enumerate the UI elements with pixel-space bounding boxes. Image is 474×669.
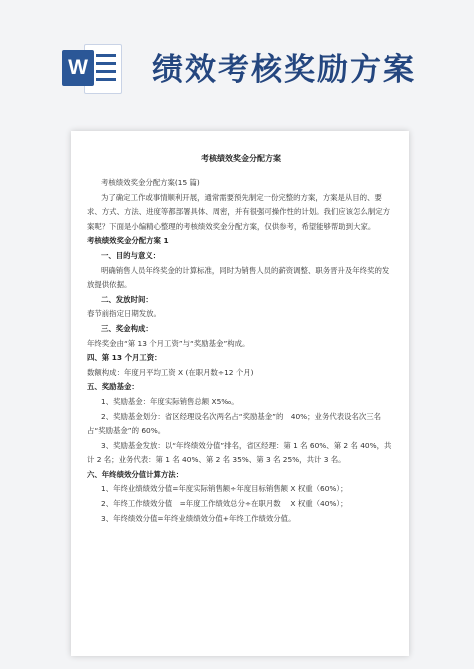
list-item: 2、年终工作绩效分值 =年度工作绩效总分÷在职月数 X 权重（40%）； [101,499,348,509]
list-item: 2、奖励基金划分：省区经理设名次两名占“奖励基金”的 40%；业务代表设名次三名占“奖励基金”的 60%。 [87,411,382,436]
document-page [71,131,409,656]
section-text: 春节前指定日期发放。 [87,309,161,319]
banner-title: 绩效考核奖励方案 [152,52,416,88]
text-line [96,70,116,73]
list-item: 3、奖励基金发放：以“年终绩效分值”排名，省区经理：第 1 名 60%、第 2 名 40%，共计 2 名；业务代表：第 1 名 40%、第 2 名 35%、第 3 名 25%，共计 3 名。 [87,440,392,465]
intro-paragraph: 为了确定工作或事情顺利开展，通常需要预先制定一份完整的方案，方案是从目的、要求、方式、方法、进度等都部署具体、周密，并有很强可操作性的计划。我们应该怎么制定方案呢？下面是小编精心整理的考核绩效奖金分配方案，仅供参考，希望能够帮助到大家。 [87,192,391,231]
plan-heading: 考核绩效奖金分配方案 1 [87,236,169,246]
section-heading: 二、发放时间： [101,294,153,304]
text-line [96,54,116,57]
document-title: 考核绩效奖金分配方案 [201,154,281,163]
word-document-icon [62,40,124,96]
section-heading: 三、奖金构成： [101,323,153,333]
section-heading: 四、第 13 个月工资： [87,353,162,363]
section-heading: 六、年终绩效分值计算方法： [87,469,184,479]
section-heading: 五、奖励基金： [87,382,139,392]
section-heading: 一、目的与意义： [101,250,161,260]
section-text: 明确销售人员年终奖金的计算标准，同时为销售人员的薪资调整、职务晋升及年终奖的发放提供依据。 [87,265,390,290]
document-subtitle: 考核绩效奖金分配方案(15 篇) [101,178,200,187]
list-item: 3、年终绩效分值=年终业绩绩效分值+年终工作绩效分值。 [101,513,296,523]
text-line [96,62,116,65]
document-content [87,153,395,526]
section-text: 年终奖金由“第 13 个月工资”与“奖励基金”构成。 [87,338,250,348]
list-item: 1、年终业绩绩效分值=年度实际销售额÷年度目标销售额 X 权重（60%）； [101,484,348,494]
header-banner [0,0,474,118]
word-letter-tile: W [62,50,94,86]
text-line [96,78,116,81]
list-item: 1、奖励基金：年度实际销售总额 X5‰。 [101,396,239,406]
section-text: 数额构成：年度月平均工资 X (在职月数÷12 个月) [87,367,254,377]
